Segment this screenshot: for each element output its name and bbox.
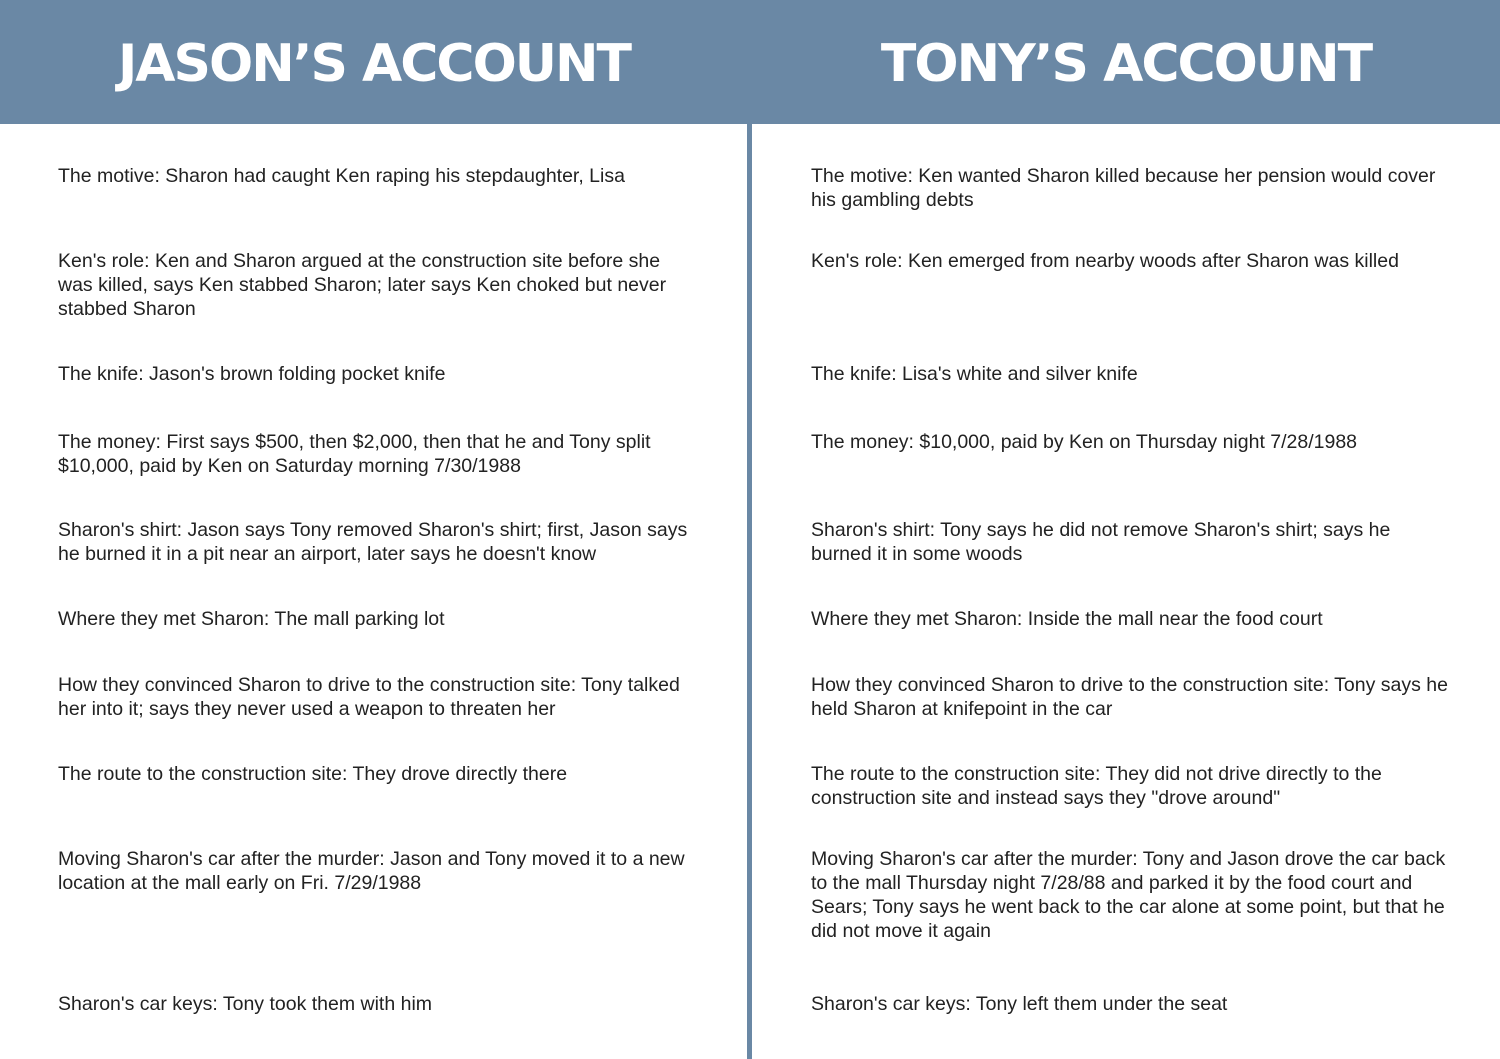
tony-car-keys: Sharon's car keys: Tony left them under the seat: [811, 993, 1228, 1015]
tony-meeting-place: Where they met Sharon: Inside the mall near the food court: [811, 608, 1323, 630]
jason-kens-role: Ken's role: Ken and Sharon argued at the construction site before she was killed, says Ken stabbed Sharon; later says Ken choked but never stabbed Sharon: [58, 250, 667, 320]
header-bar: [0, 0, 1500, 124]
jason-account-column: [58, 124, 698, 1059]
tony-moving-car: Moving Sharon's car after the murder: Tony and Jason drove the car back to the mall Thursday night 7/28/88 and parked it by the food court and Sears; Tony says he went back to the car alone at some point, but that he did not move it again: [811, 848, 1446, 942]
jason-moving-car: Moving Sharon's car after the murder: Jason and Tony moved it to a new location at the mall early on Fri. 7/29/1988: [58, 848, 685, 894]
jason-car-keys: Sharon's car keys: Tony took them with him: [58, 993, 433, 1015]
jason-route: The route to the construction site: They drove directly there: [58, 763, 568, 785]
tony-account-title: TONY’S ACCOUNT: [880, 34, 1372, 94]
tony-route: The route to the construction site: They did not drive directly to the construction site and instead says they "drove around": [811, 763, 1382, 809]
tony-knife: The knife: Lisa's white and silver knife: [811, 363, 1138, 385]
tony-kens-role: Ken's role: Ken emerged from nearby woods after Sharon was killed: [811, 250, 1399, 272]
column-divider: [747, 124, 752, 1059]
jason-knife: The knife: Jason's brown folding pocket knife: [58, 363, 446, 385]
jason-meeting-place: Where they met Sharon: The mall parking lot: [58, 608, 445, 630]
tony-motive: The motive: Ken wanted Sharon killed because her pension would cover his gambling debts: [811, 165, 1436, 211]
tony-account-column: [811, 124, 1451, 1059]
jason-account-title: JASON’S ACCOUNT: [117, 34, 631, 94]
tony-sharons-shirt: Sharon's shirt: Tony says he did not remove Sharon's shirt; says he burned it in some woods: [811, 519, 1391, 565]
tony-money: The money: $10,000, paid by Ken on Thursday night 7/28/1988: [811, 431, 1358, 453]
tony-convincing: How they convinced Sharon to drive to the construction site: Tony says he held Sharon at knifepoint in the car: [811, 674, 1448, 720]
jason-sharons-shirt: Sharon's shirt: Jason says Tony removed Sharon's shirt; first, Jason says he burned it in a pit near an airport, later says he doesn't know: [58, 519, 688, 565]
jason-motive: The motive: Sharon had caught Ken raping his stepdaughter, Lisa: [58, 165, 625, 187]
jason-money: The money: First says $500, then $2,000, then that he and Tony split $10,000, paid by Ken on Saturday morning 7/30/1988: [58, 431, 651, 477]
jason-convincing: How they convinced Sharon to drive to the construction site: Tony talked her into it; says they never used a weapon to threaten her: [58, 674, 680, 720]
